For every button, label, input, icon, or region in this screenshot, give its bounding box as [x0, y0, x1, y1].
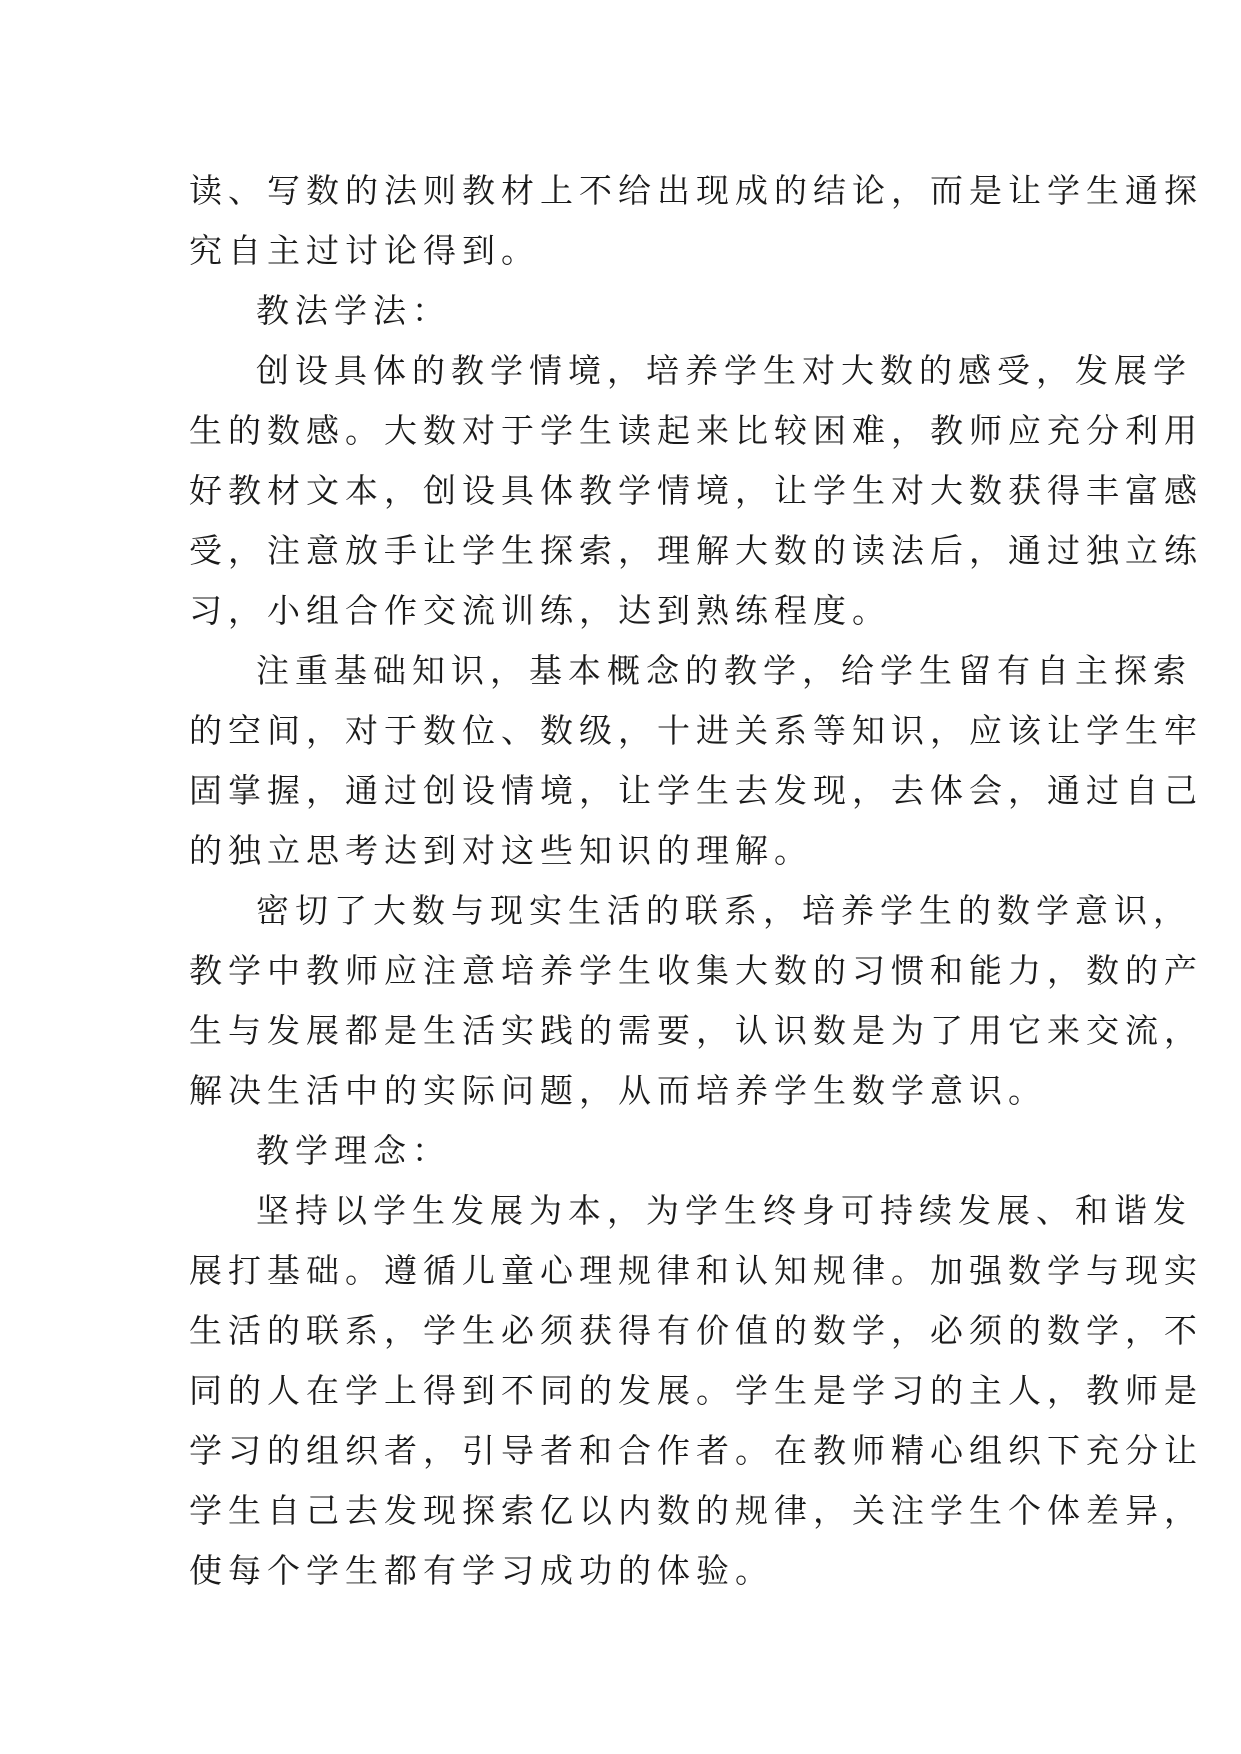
text-line: 教学理念：	[256, 1131, 451, 1170]
text-line: 坚持以学生发展为本，为学生终身可持续发展、和谐发	[256, 1191, 1192, 1230]
text-line: 生的数感。大数对于学生读起来比较困难，教师应充分利用	[189, 411, 1203, 450]
text-line: 学生自己去发现探索亿以内数的规律，关注学生个体差异，	[189, 1491, 1203, 1530]
text-line: 的空间，对于数位、数级，十进关系等知识，应该让学生牢	[189, 711, 1203, 750]
text-line: 习，小组合作交流训练，达到熟练程度。	[189, 591, 891, 630]
text-line: 读、写数的法则教材上不给出现成的结论，而是让学生通探	[189, 171, 1203, 210]
text-line: 的独立思考达到对这些知识的理解。	[189, 831, 813, 870]
text-line: 教学中教师应注意培养学生收集大数的习惯和能力，数的产	[189, 951, 1203, 990]
text-line: 学习的组织者，引导者和合作者。在教师精心组织下充分让	[189, 1431, 1203, 1470]
document-body	[189, 161, 1203, 1601]
text-line: 生活的联系，学生必须获得有价值的数学，必须的数学，不	[189, 1311, 1203, 1350]
text-line: 受，注意放手让学生探索，理解大数的读法后，通过独立练	[189, 531, 1203, 570]
text-line: 固掌握，通过创设情境，让学生去发现，去体会，通过自己	[189, 771, 1203, 810]
text-line: 解决生活中的实际问题，从而培养学生数学意识。	[189, 1071, 1047, 1110]
text-line: 究自主过讨论得到。	[189, 231, 540, 270]
text-line: 教法学法：	[256, 291, 451, 330]
text-line: 好教材文本，创设具体教学情境，让学生对大数获得丰富感	[189, 471, 1203, 510]
text-line: 同的人在学上得到不同的发展。学生是学习的主人，教师是	[189, 1371, 1203, 1410]
text-line: 密切了大数与现实生活的联系，培养学生的数学意识，	[256, 891, 1192, 930]
text-line: 使每个学生都有学习成功的体验。	[189, 1551, 774, 1590]
text-line: 注重基础知识，基本概念的教学，给学生留有自主探索	[256, 651, 1192, 690]
text-line: 生与发展都是生活实践的需要，认识数是为了用它来交流，	[189, 1011, 1203, 1050]
text-line: 展打基础。遵循儿童心理规律和认知规律。加强数学与现实	[189, 1251, 1203, 1290]
text-line: 创设具体的教学情境，培养学生对大数的感受，发展学	[256, 351, 1192, 390]
